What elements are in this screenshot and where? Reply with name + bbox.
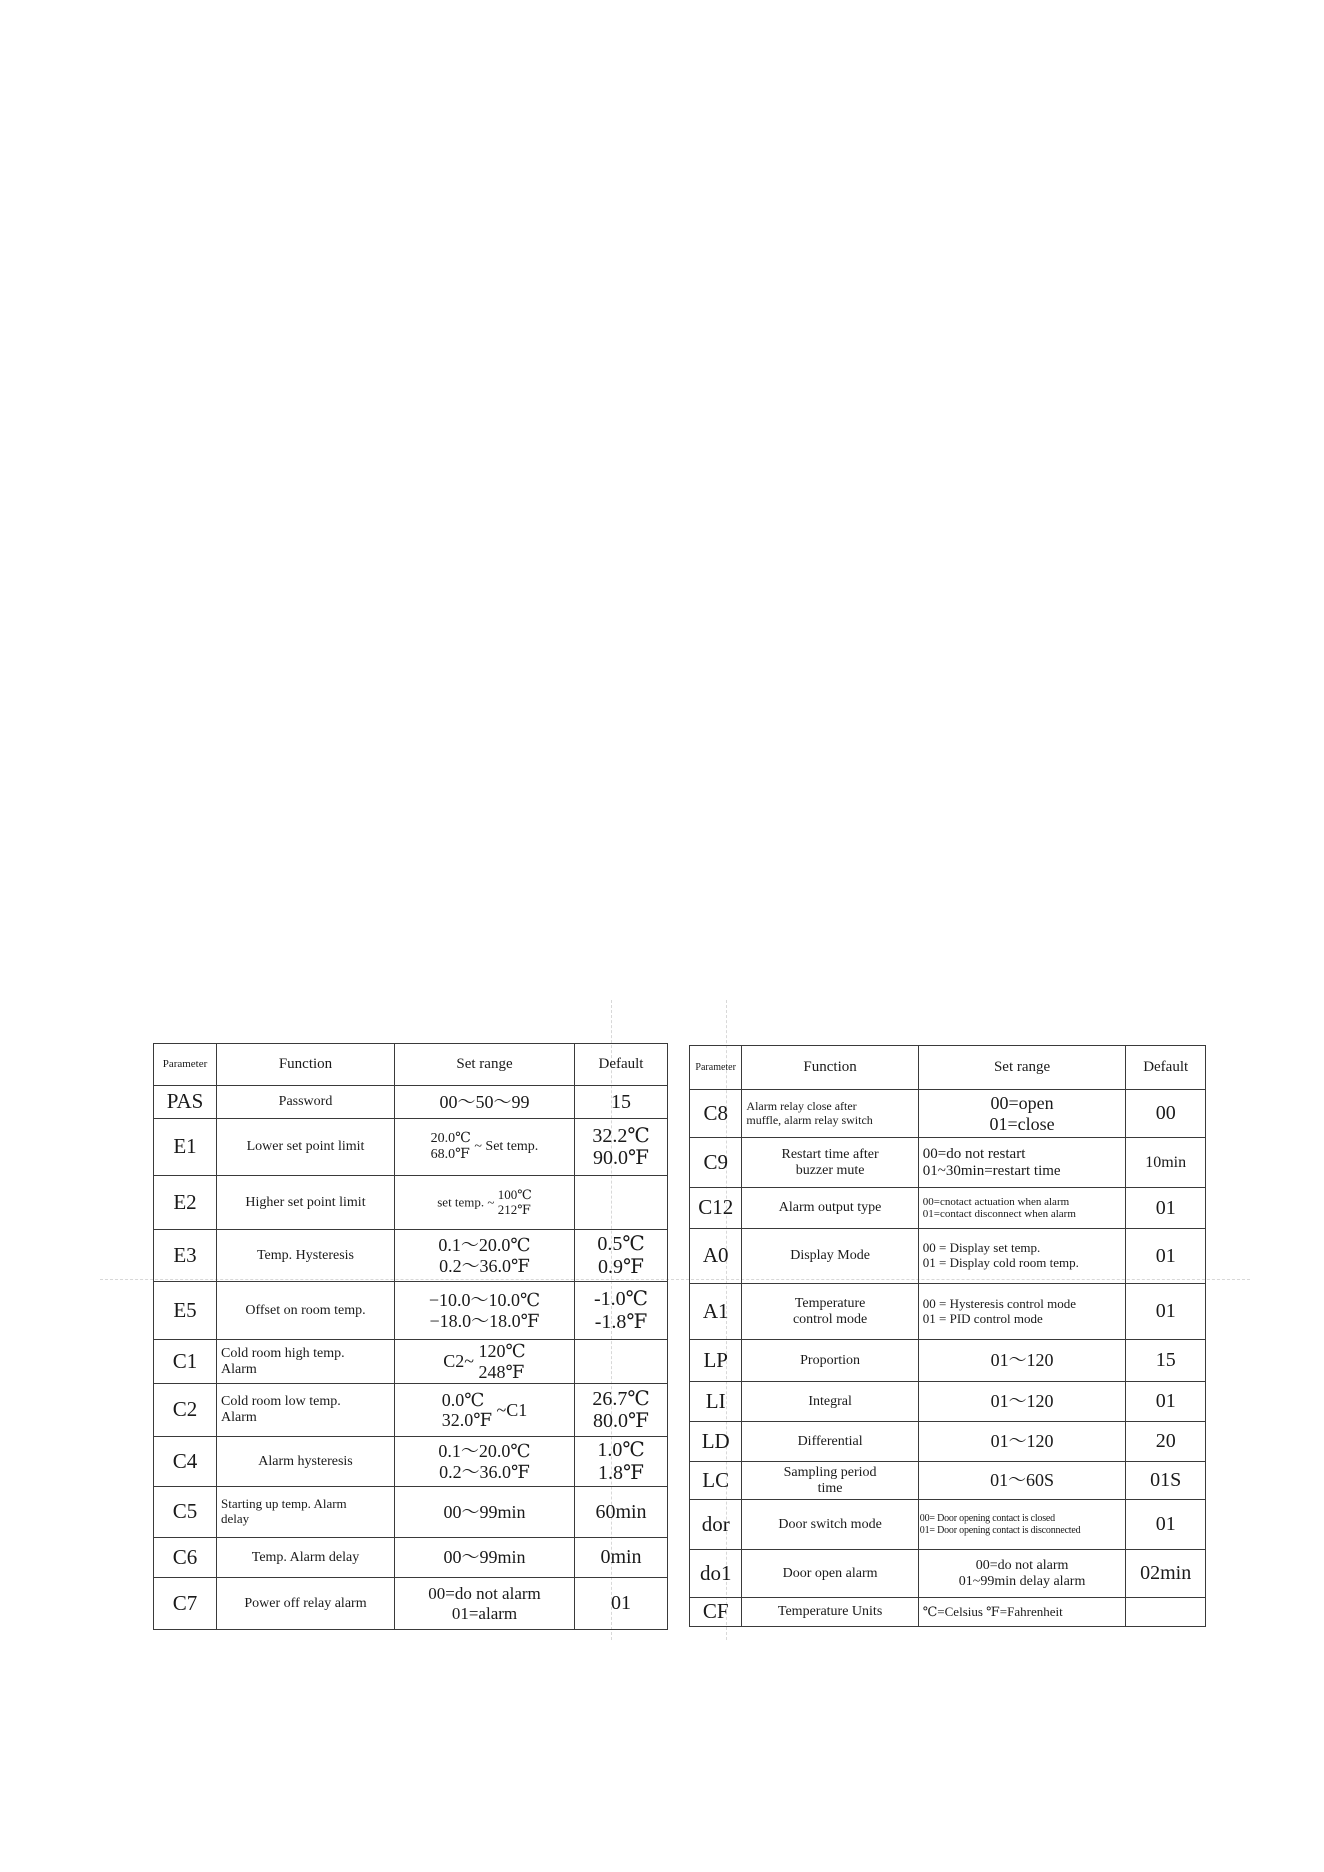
param-code: C4 — [154, 1437, 217, 1487]
header-set-range: Set range — [395, 1044, 575, 1086]
param-code: E3 — [154, 1230, 217, 1282]
param-code: LP — [690, 1340, 742, 1382]
param-function: Cold room low temp. Alarm — [217, 1384, 395, 1437]
header-default: Default — [1126, 1046, 1206, 1090]
param-function: Higher set point limit — [217, 1176, 395, 1230]
table-row — [154, 1538, 668, 1578]
table-row — [690, 1462, 1206, 1500]
param-function: Proportion — [742, 1340, 918, 1382]
param-range: ℃=Celsius ℉=Fahrenheit — [918, 1598, 1126, 1627]
param-range: 00=cnotact actuation when alarm 01=contact disconnect when alarm — [918, 1188, 1126, 1229]
param-code: C8 — [690, 1090, 742, 1138]
table-row — [690, 1500, 1206, 1550]
param-range: 01～120 — [918, 1382, 1126, 1422]
param-default: 60min — [575, 1487, 668, 1538]
param-code: dor — [690, 1500, 742, 1550]
param-default: 01 — [1126, 1229, 1206, 1284]
param-default: 00 — [1126, 1090, 1206, 1138]
param-code: LC — [690, 1462, 742, 1500]
param-code: A0 — [690, 1229, 742, 1284]
param-code: C2 — [154, 1384, 217, 1437]
param-code: LD — [690, 1422, 742, 1462]
param-function: Alarm output type — [742, 1188, 918, 1229]
table-row — [154, 1340, 668, 1384]
table-row — [154, 1437, 668, 1487]
param-code: C9 — [690, 1138, 742, 1188]
param-range: 00 = Display set temp. 01 = Display cold room temp. — [918, 1229, 1126, 1284]
table-row — [154, 1487, 668, 1538]
param-function: Cold room high temp. Alarm — [217, 1340, 395, 1384]
param-default: 1.0℃ 1.8℉ — [575, 1437, 668, 1487]
header-parameter: Parameter — [154, 1044, 217, 1086]
param-code: do1 — [690, 1550, 742, 1598]
param-range: 00= Door opening contact is closed 01= Door opening contact is disconnected — [918, 1500, 1126, 1550]
param-code: C1 — [154, 1340, 217, 1384]
param-function: Integral — [742, 1382, 918, 1422]
param-code: E5 — [154, 1282, 217, 1340]
param-code: PAS — [154, 1086, 217, 1119]
param-range: 00～99min — [395, 1487, 575, 1538]
param-range: 00=do not restart 01~30min=restart time — [918, 1138, 1126, 1188]
table-row — [154, 1578, 668, 1630]
table-header-row — [690, 1046, 1206, 1090]
param-range: 0.1～20.0℃ 0.2～36.0℉ — [395, 1437, 575, 1487]
param-default: 10min — [1126, 1138, 1206, 1188]
range-values: 120℃ 248℉ — [478, 1341, 526, 1382]
param-function: Offset on room temp. — [217, 1282, 395, 1340]
table-row — [690, 1340, 1206, 1382]
param-function: Sampling period time — [742, 1462, 918, 1500]
param-default: 20 — [1126, 1422, 1206, 1462]
range-values: 20.0℃ 68.0℉ — [430, 1131, 471, 1162]
param-range: 00=open 01=close — [918, 1090, 1126, 1138]
param-function: Alarm hysteresis — [217, 1437, 395, 1487]
param-code: C5 — [154, 1487, 217, 1538]
param-default: 0.5℃ 0.9℉ — [575, 1230, 668, 1282]
param-range: 00～99min — [395, 1538, 575, 1578]
param-default: 15 — [1126, 1340, 1206, 1382]
table-row — [690, 1284, 1206, 1340]
param-code: E2 — [154, 1176, 217, 1230]
param-range: 0.0℃ 32.0℉ ~C1 — [395, 1384, 575, 1437]
param-range: set temp. ~ 100℃ 212℉ — [395, 1176, 575, 1230]
param-default: 01 — [575, 1578, 668, 1630]
table-header-row — [154, 1044, 668, 1086]
param-code: A1 — [690, 1284, 742, 1340]
param-code: C6 — [154, 1538, 217, 1578]
param-default: 0min — [575, 1538, 668, 1578]
param-default: -1.0℃ -1.8℉ — [575, 1282, 668, 1340]
table-row — [154, 1119, 668, 1176]
param-range: 01～60S — [918, 1462, 1126, 1500]
parameter-table-left — [153, 1043, 668, 1630]
param-default: 32.2℃ 90.0℉ — [575, 1119, 668, 1176]
param-function: Display Mode — [742, 1229, 918, 1284]
param-range: 01～120 — [918, 1422, 1126, 1462]
param-default: 01 — [1126, 1188, 1206, 1229]
param-function: Alarm relay close after muffle, alarm relay switch — [742, 1090, 918, 1138]
param-range: 00 = Hysteresis control mode 01 = PID control mode — [918, 1284, 1126, 1340]
param-function: Door open alarm — [742, 1550, 918, 1598]
param-range: 20.0℃ 68.0℉ ~ Set temp. — [395, 1119, 575, 1176]
header-parameter: Parameter — [690, 1046, 742, 1090]
table-row — [690, 1229, 1206, 1284]
table-row — [154, 1176, 668, 1230]
table-row — [154, 1384, 668, 1437]
param-default: 26.7℃ 80.0℉ — [575, 1384, 668, 1437]
header-default: Default — [575, 1044, 668, 1086]
param-function: Temperature control mode — [742, 1284, 918, 1340]
range-values: 100℃ 212℉ — [497, 1186, 532, 1217]
param-code: LI — [690, 1382, 742, 1422]
param-default: 02min — [1126, 1550, 1206, 1598]
param-function: Restart time after buzzer mute — [742, 1138, 918, 1188]
param-range: 01～120 — [918, 1340, 1126, 1382]
param-default — [575, 1176, 668, 1230]
param-code: C12 — [690, 1188, 742, 1229]
param-range: −10.0～10.0℃ −18.0～18.0℉ — [395, 1282, 575, 1340]
range-values: 0.0℃ 32.0℉ — [441, 1389, 493, 1430]
table-row — [154, 1086, 668, 1119]
param-function: Temp. Alarm delay — [217, 1538, 395, 1578]
param-range: C2~ 120℃ 248℉ — [395, 1340, 575, 1384]
param-default — [575, 1340, 668, 1384]
param-code: E1 — [154, 1119, 217, 1176]
param-default — [1126, 1598, 1206, 1627]
table-row — [690, 1090, 1206, 1138]
table-row — [690, 1422, 1206, 1462]
param-function: Differential — [742, 1422, 918, 1462]
param-range: 0.1～20.0℃ 0.2～36.0℉ — [395, 1230, 575, 1282]
param-default: 01 — [1126, 1382, 1206, 1422]
param-function: Door switch mode — [742, 1500, 918, 1550]
header-set-range: Set range — [918, 1046, 1126, 1090]
param-range: 00～50～99 — [395, 1086, 575, 1119]
param-default: 01 — [1126, 1284, 1206, 1340]
param-function: Temp. Hysteresis — [217, 1230, 395, 1282]
table-row — [690, 1382, 1206, 1422]
param-function: Power off relay alarm — [217, 1578, 395, 1630]
table-row — [690, 1598, 1206, 1627]
param-default: 15 — [575, 1086, 668, 1119]
table-row — [154, 1282, 668, 1340]
parameter-table-right — [689, 1045, 1206, 1627]
param-default: 01S — [1126, 1462, 1206, 1500]
param-code: CF — [690, 1598, 742, 1627]
param-function: Password — [217, 1086, 395, 1119]
param-function: Starting up temp. Alarm delay — [217, 1487, 395, 1538]
param-function: Lower set point limit — [217, 1119, 395, 1176]
param-range: 00=do not alarm 01~99min delay alarm — [918, 1550, 1126, 1598]
table-row — [154, 1230, 668, 1282]
param-function: Temperature Units — [742, 1598, 918, 1627]
param-code: C7 — [154, 1578, 217, 1630]
table-row — [690, 1550, 1206, 1598]
param-default: 01 — [1126, 1500, 1206, 1550]
param-range: 00=do not alarm 01=alarm — [395, 1578, 575, 1630]
header-function: Function — [742, 1046, 918, 1090]
header-function: Function — [217, 1044, 395, 1086]
table-row — [690, 1188, 1206, 1229]
table-row — [690, 1138, 1206, 1188]
